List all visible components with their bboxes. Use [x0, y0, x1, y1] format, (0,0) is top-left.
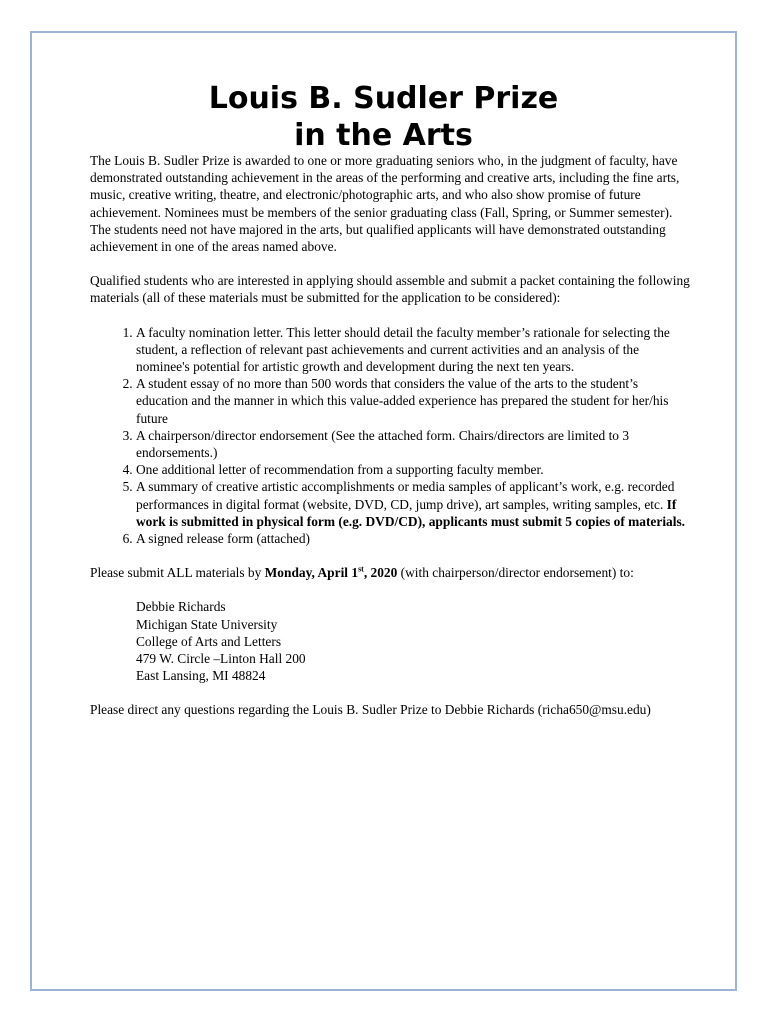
mailing-address [136, 598, 690, 684]
questions-paragraph: Please direct any questions regarding the Louis B. Sudler Prize to Debbie Richards (richa650@msu.edu) [90, 702, 651, 718]
list-item: 3. A chairperson/director endorsement (See the attached form. Chairs/directors are limited to 3 endorsements.) [136, 427, 690, 461]
material-5-text: A summary of creative artistic accomplishments or media samples of applicant’s work, e.g. recorded performances in digital format (website, DVD, CD, jump drive), art samples, writing samples, etc. [136, 479, 675, 512]
title-line-2: in the Arts [294, 118, 473, 153]
submit-paragraph [90, 564, 690, 581]
deadline-year: , 2020 [363, 565, 398, 581]
address-university: Michigan State University [136, 616, 278, 632]
submit-deadline [265, 565, 398, 580]
deadline-date: Monday, April 1 [264, 565, 359, 581]
instructions-paragraph: Qualified students who are interested in applying should assemble and submit a packet containing the following materials (all of these materials must be submitted for the application to be considered): [90, 273, 690, 306]
address-street: 479 W. Circle –Linton Hall 200 [136, 651, 306, 667]
materials-list [90, 324, 690, 548]
list-item: 2. A student essay of no more than 500 words that considers the value of the arts to the student’s education and the manner in which this value-added experience has prepared the student for her/his future [136, 375, 690, 427]
address-city: East Lansing, MI 48824 [136, 668, 266, 684]
address-college: College of Arts and Letters [136, 633, 282, 649]
title-line-1: Louis B. Sudler Prize [208, 81, 559, 116]
list-item: 4. One additional letter of recommendation from a supporting faculty member. [136, 461, 690, 478]
intro-paragraph: The Louis B. Sudler Prize is awarded to one or more graduating seniors who, in the judgment of faculty, have demonstrated outstanding achievement in the areas of the performing and creative arts, including the fine arts, music, creative writing, theatre, and electronic/photographic arts, and who also show promise of future achievement. Nominees must be members of the senior graduating class (Fall, Spring, or Summer semester). The students need not have majored in the arts, but qualified applicants will have demonstrated outstanding achievement in one of the areas named above. [90, 153, 680, 255]
address-name: Debbie Richards [136, 599, 226, 615]
page-title [32, 80, 735, 154]
material-5-bold-note: If work is submitted in physical form (e.g. DVD/CD), applicants must submit 5 copies of materials. [136, 496, 686, 529]
document-body [90, 152, 690, 736]
deadline-ordinal: st [358, 564, 364, 574]
list-item: 6. A signed release form (attached) [136, 530, 690, 547]
submit-prefix: Please submit ALL materials by [90, 565, 265, 581]
submit-suffix: (with chairperson/director endorsement) to: [397, 565, 634, 581]
list-item: 1. A faculty nomination letter. This letter should detail the faculty member’s rationale for selecting the student, a reflection of relevant past achievements and current activities and an analysis of the nominee's potential for artistic growth and development during the next ten years. [136, 324, 690, 376]
list-item [136, 478, 690, 530]
